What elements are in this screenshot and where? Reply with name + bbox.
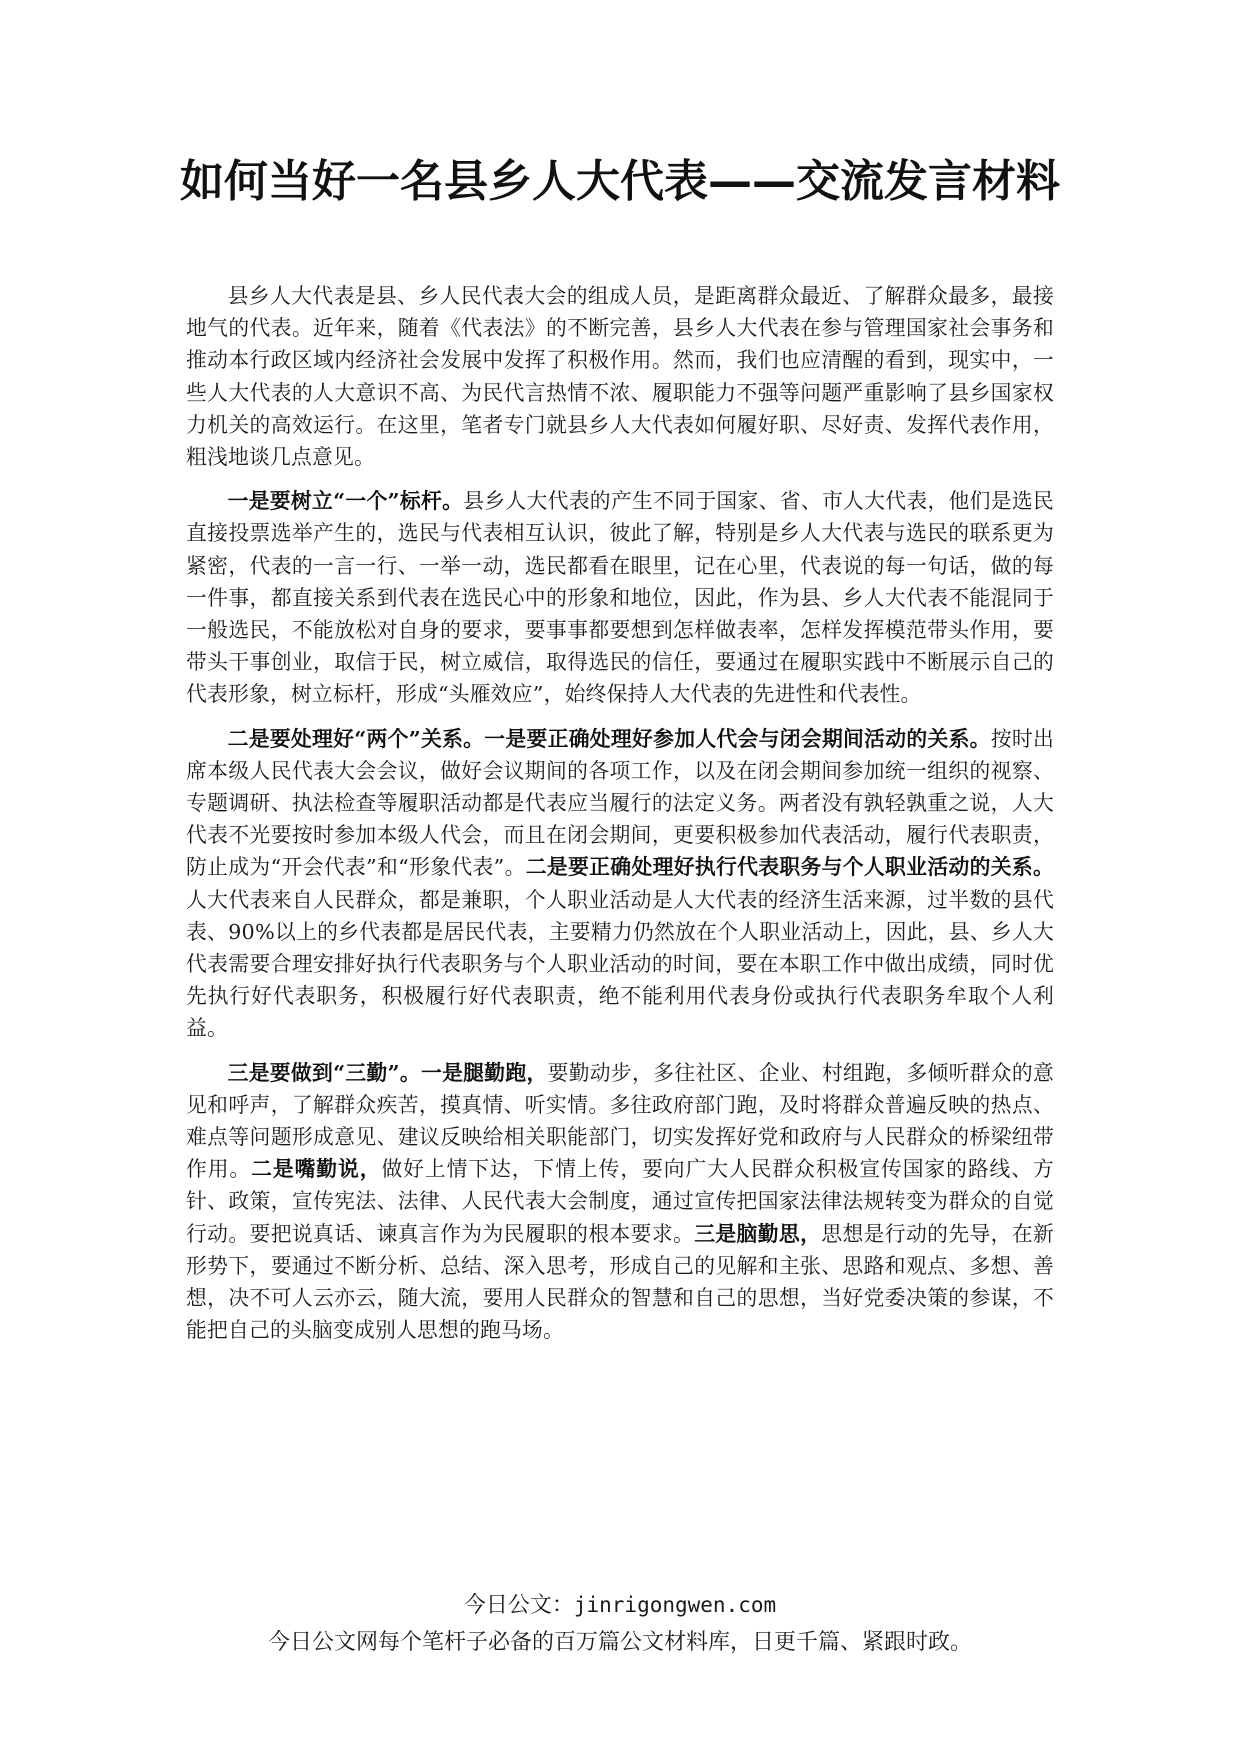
- footer-site-link[interactable]: jinrigongwen.com: [573, 1593, 777, 1617]
- footer-source: [0, 1590, 1240, 1621]
- footer-slogan: 今日公文网每个笔杆子必备的百万篇公文材料库，日更千篇、紧跟时政。: [267, 1630, 972, 1655]
- section-2-sub2-text: 人大代表来自人民群众，都是兼职，个人职业活动是人大代表的经济生活来源，过半数的县代表、90%以上的乡代表都是居民代表，主要精力仍然放在个人职业活动上，因此，县、乡人大代表需要合理安排好执行代表职务与个人职业活动的时间，要在本职工作中做出成绩，同时优先执行好代表职务，积极履行好代表职责，绝不能利用代表身份或执行代表职务牟取个人利益。: [186, 887, 1054, 1041]
- section-3-sub3-heading: 三是脑勤思，: [694, 1220, 822, 1246]
- section-3-heading: 三是要做到“三勤”。: [227, 1059, 421, 1085]
- section-1-paragraph: [186, 485, 1054, 710]
- section-3-sub2-heading: 二是嘴勤说，: [251, 1156, 382, 1182]
- section-2-sub1-heading: 一是要正确处理好参加人代会与闭会期间活动的关系。: [484, 725, 991, 751]
- section-3-sub1-text: 要勤动步，多往社区、企业、村组跑，多倾听群众的意见和呼声，了解群众疾苦，摸真情、听实情。多往政府部门跑，及时将群众普遍反映的热点、难点等问题形成意见、建议反映给相关职能部门，切实发挥好党和政府与人民群众的桥梁纽带作用。: [186, 1060, 1054, 1182]
- footer-label: 今日公文：: [463, 1593, 574, 1618]
- document-title: 如何当好一名县乡人大代表——交流发言材料: [180, 156, 1060, 207]
- section-2-heading: 二是要处理好“两个”关系。: [227, 725, 485, 751]
- section-3-sub1-heading: 一是腿勤跑，: [420, 1059, 548, 1085]
- section-3-sub3-text: 思想是行动的先导，在新形势下，要通过不断分析、总结、深入思考，形成自己的见解和主张、思路和观点、多想、善想，决不可人云亦云，随大流，要用人民群众的智慧和自己的思想，当好党委决策的参谋，不能把自己的头脑变成别人思想的跑马场。: [186, 1221, 1055, 1343]
- section-2-sub2-heading: 二是要正确处理好执行代表职务与个人职业活动的关系。: [525, 854, 1054, 880]
- section-2-paragraph: [186, 723, 1054, 1045]
- intro-paragraph: 县乡人大代表是县、乡人民代表大会的组成人员，是距离群众最近、了解群众最多，最接地气的代表。近年来，随着《代表法》的不断完善，县乡人大代表在参与管理国家社会事务和推动本行政区域内经济社会发展中发挥了积极作用。然而，我们也应清醒的看到，现实中，一些人大代表的人大意识不高、为民代言热情不浓、履职能力不强等问题严重影响了县乡国家权力机关的高效运行。在这里，笔者专门就县乡人大代表如何履好职、尽好责、发挥代表作用，粗浅地谈几点意见。: [186, 284, 1054, 470]
- section-2-sub1-text: 按时出席本级人民代表大会会议，做好会议期间的各项工作，以及在闭会期间参加统一组织的视察、专题调研、执法检查等履职活动都是代表应当履行的法定义务。两者没有孰轻孰重之说，人大代表不光要按时参加本级人代会，而且在闭会期间，更要积极参加代表活动，履行代表职责，防止成为“开会代表”和“形象代表”。: [186, 726, 1054, 880]
- section-3-paragraph: [186, 1057, 1054, 1347]
- section-3-sub2-text: 做好上情下达，下情上传，要向广大人民群众积极宣传国家的路线、方针、政策，宣传宪法、法律、人民代表大会制度，通过宣传把国家法律法规转变为群众的自觉行动。要把说真话、谏真言作为为民履职的根本要求。: [186, 1157, 1054, 1246]
- section-1-heading: 一是要树立“一个”标杆。: [227, 488, 464, 514]
- document-body: [186, 280, 1054, 1359]
- section-1-text: 县乡人大代表的产生不同于国家、省、市人大代表，他们是选民直接投票选举产生的，选民与代表相互认识，彼此了解，特别是乡人大代表与选民的联系更为紧密，代表的一言一行、一举一动，选民都看在眼里，记在心里，代表说的每一句话，做的每一件事，都直接关系到代表在选民心中的形象和地位，因此，作为县、乡人大代表不能混同于一般选民，不能放松对自身的要求，要事事都要想到怎样做表率，怎样发挥模范带头作用，要带头干事创业，取信于民，树立威信，取得选民的信任，要通过在履职实践中不断展示自己的代表形象，树立标杆，形成“头雁效应”，始终保持人大代表的先进性和代表性。: [186, 489, 1054, 707]
